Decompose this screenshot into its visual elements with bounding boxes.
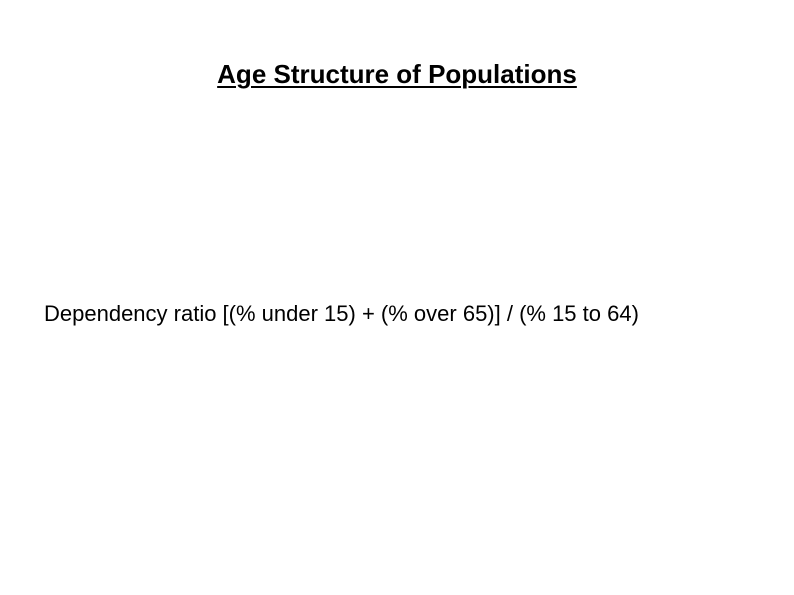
slide-title: Age Structure of Populations bbox=[217, 59, 577, 89]
dependency-ratio-text: Dependency ratio [(% under 15) + (% over 65)] / (% 15 to 64) bbox=[44, 301, 639, 326]
